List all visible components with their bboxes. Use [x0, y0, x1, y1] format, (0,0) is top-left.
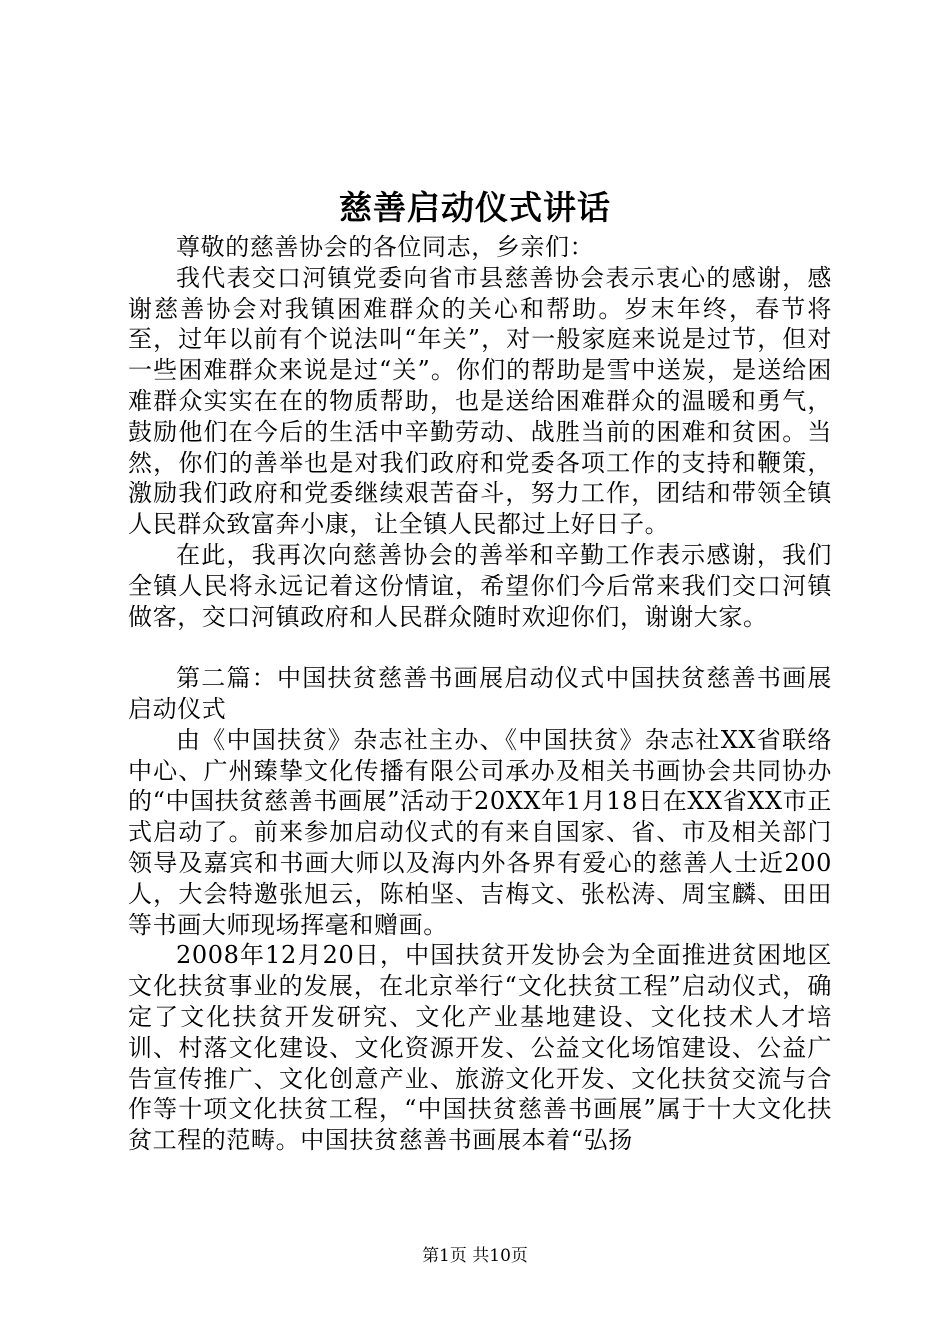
paragraph-closing: 在此，我再次向慈善协会的善举和辛勤工作表示感谢，我们全镇人民将永远记着这份情谊，希望你们今后常来我们交口河镇做客，交口河镇政府和人民群众随时欢迎你们，谢谢大家。 — [128, 540, 832, 631]
paragraph-background: 2008年12月20日，中国扶贫开发协会为全面推进贫困地区文化扶贫事业的发展，在北京举行“文化扶贫工程”启动仪式，确定了文化扶贫开发研究、文化产业基地建设、文化技术人才培训、村落文化建设、文化资源开发、公益文化场馆建设、公益广告宣传推广、文化创意产业、旅游文化开发、文化扶贫交流与合作等十项文化扶贫工程，“中国扶贫慈善书画展”属于十大文化扶贫工程的范畴。中国扶贫慈善书画展本着“弘扬 — [128, 941, 832, 1155]
paragraph-salutation: 尊敬的慈善协会的各位同志，乡亲们： — [176, 233, 595, 261]
page-number-footer: 第1页 共10页 — [422, 1246, 528, 1266]
section-heading: 第二篇：中国扶贫慈善书画展启动仪式中国扶贫慈善书画展启动仪式 — [128, 664, 832, 723]
paragraph-thanks: 我代表交口河镇党委向省市县慈善协会表示衷心的感谢，感谢慈善协会对我镇困难群众的关心和帮助。岁末年终，春节将至，过年以前有个说法叫“年关”，对一般家庭来说是过节，但对一些困难群众来说是过“关”。你们的帮助是雪中送炭，是送给困难群众实实在在的物质帮助，也是送给困难群众的温暖和勇气，鼓励他们在今后的生活中辛勤劳动、战胜当前的困难和贫困。当然，你们的善举也是对我们政府和党委各项工作的支持和鞭策，激励我们政府和党委继续艰苦奋斗，努力工作，团结和带领全镇人民群众致富奔小康，让全镇人民都过上好日子。 — [128, 263, 832, 539]
document-body — [128, 232, 832, 1156]
paragraph-event: 由《中国扶贫》杂志社主办、《中国扶贫》杂志社XX省联络中心、广州臻挚文化传播有限公司承办及相关书画协会共同协办的“中国扶贫慈善书画展”活动于20XX年1月18日在XX省XX市正式启动了。前来参加启动仪式的有来自国家、省、市及相关部门领导及嘉宾和书画大师以及海内外各界有爱心的慈善人士近200人，大会特邀张旭云，陈柏坚、吉梅文、张松涛、周宝麟、田田等书画大师现场挥毫和赠画。 — [128, 725, 832, 939]
document-title: 慈善启动仪式讲话 — [339, 188, 611, 227]
